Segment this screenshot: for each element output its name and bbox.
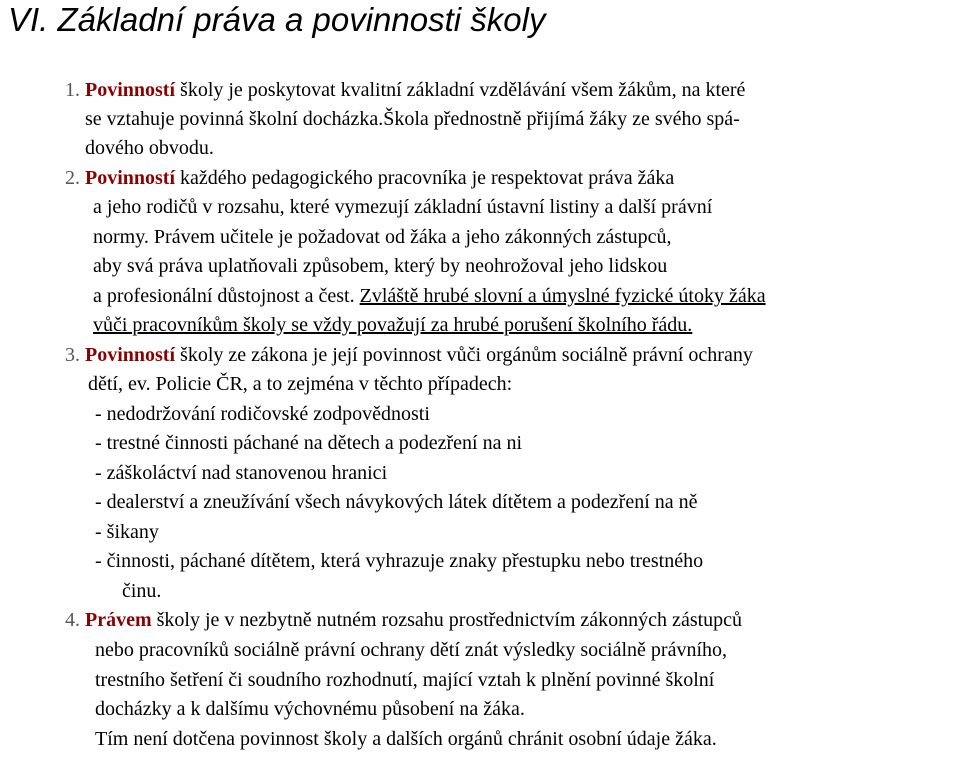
item-2-line-5 [93,284,766,308]
item-4-number: 4. [65,609,80,631]
item-2-underlined-6: vůči pracovníkům školy se vždy považují za hrubé porušení školního řádu. [93,314,693,336]
item-3-text-2: dětí, ev. [88,373,151,395]
item-1-line-1 [65,78,745,102]
item-4-line-1 [65,608,742,632]
item-3-bullet-1 [95,402,430,426]
item-2-underlined-5: Zvláště hrubé slovní a úmyslné fyzické útoky žáka [359,285,766,307]
bullet-text: - činnosti, páchané dítětem, která vyhrazuje znaky přestupku nebo trestného [95,550,704,572]
item-2-line-3 [93,225,671,249]
bullet-text: - trestné činnosti páchané na dětech a podezření na ni [95,432,523,454]
item-3-text-1: školy ze zákona je její povinnost vůči orgánům sociálně právní ochrany [180,344,753,366]
item-4-text-2: nebo pracovníků sociálně právní ochrany dětí znát výsledky sociálně právního, [95,639,728,661]
item-2-line-1 [65,166,674,190]
item-3-bold-term: Povinností [85,344,176,366]
item-2-bold-term: Povinností [85,167,176,189]
item-1-number: 1. [65,79,80,101]
item-3-number: 3. [65,344,80,366]
item-2-line-4 [93,254,667,278]
item-3-bullet-4 [95,490,698,514]
item-1-bold-term: Povinností [85,79,176,101]
item-2-text-3: normy. [93,226,149,248]
bullet-text: - dealerství a zneužívání všech návykových látek dítětem a podezření na ně [95,491,698,513]
bullet-text: činu. [122,580,162,602]
item-3-line-1 [65,343,753,367]
item-4-text-4: docházky a k dalšímu výchovnému působení na žáka. [95,698,525,720]
item-4-line-4 [95,697,525,721]
item-1-line-3 [85,136,214,160]
item-2-line-2 [93,195,712,219]
item-3-bullet-6-cont [122,579,161,603]
bullet-text: - nedodržování rodičovské zodpovědnosti [95,403,430,425]
item-4-line-5 [95,727,717,751]
item-3-text-2-rest: Policie ČR, a to zejména v těchto případech: [155,373,513,395]
item-4-line-3 [95,668,714,692]
bullet-text: - šikany [95,521,159,543]
item-2-text-5: a profesionální důstojnost a čest. [93,285,355,307]
item-2-text-1: každého pedagogického pracovníka je respektovat práva žáka [180,167,675,189]
item-3-line-2 [88,372,512,396]
item-4-bold-term: Právem [85,609,152,631]
item-3-bullet-5 [95,520,159,544]
bullet-text: - záškoláctví nad stanovenou hranici [95,462,388,484]
item-2-text-3-rest: Právem učitele je požadovat od žáka a jeho zákonných zástupců, [153,226,672,248]
item-2-text-4: aby svá práva uplatňovali způsobem, který by neohrožoval jeho lidskou [93,255,668,277]
item-2-line-6 [93,313,692,337]
item-4-text-3: trestního šetření či soudního rozhodnutí, mající vztah k plnění povinné školní [95,669,715,691]
item-2-number: 2. [65,167,80,189]
page-title: VI. Základní práva a povinnosti školy [8,1,546,38]
item-4-text-5: Tím není dotčena povinnost školy a dalších orgánů chránit osobní údaje žáka. [95,728,717,750]
item-1-text-1: školy je poskytovat kvalitní základní vzdělávání všem žákům, na které [180,79,746,101]
item-3-bullet-2 [95,431,522,455]
item-1-line-2 [85,107,740,131]
item-1-text-2: se vztahuje povinná školní docházka.Škola přednostně přijímá žáky ze svého spá- [85,108,740,130]
item-2-text-2: a jeho rodičů v rozsahu, které vymezují základní ústavní listiny a další právní [93,196,713,218]
item-4-line-2 [95,638,727,662]
item-4-text-1: školy je v nezbytně nutném rozsahu prostřednictvím zákonných zástupců [156,609,743,631]
item-3-bullet-3 [95,461,387,485]
item-1-text-3: dového obvodu. [85,137,214,159]
item-3-bullet-6 [95,549,703,573]
